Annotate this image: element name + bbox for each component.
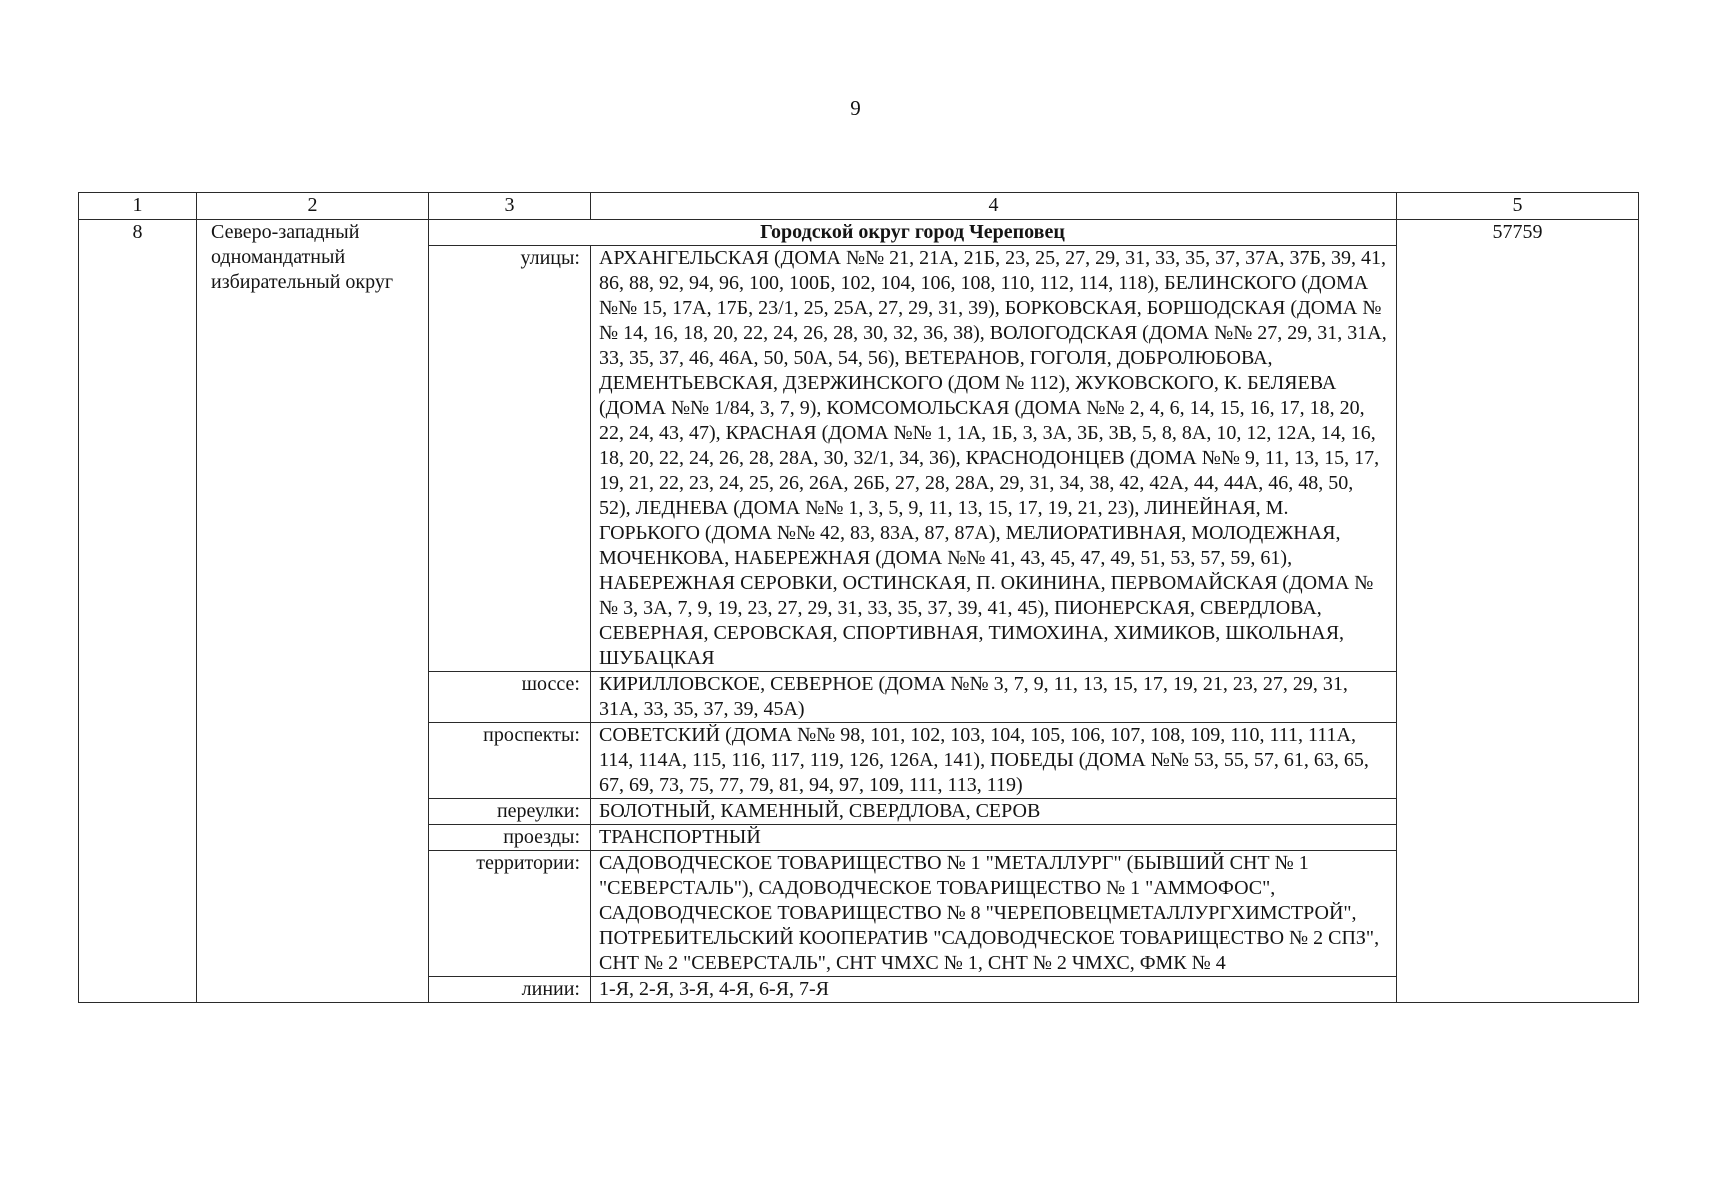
column-number-4: 4 bbox=[591, 193, 1397, 220]
section-label-lanes: переулки: bbox=[429, 799, 591, 825]
empty-cell bbox=[79, 977, 197, 1003]
page-number: 9 bbox=[850, 96, 861, 120]
section-label-avenues: проспекты: bbox=[429, 723, 591, 799]
municipality-heading: Городской округ город Череповец bbox=[429, 220, 1397, 246]
district-name: Северо-западный одномандатный избирательный округ bbox=[197, 220, 429, 977]
section-label-streets: улицы: bbox=[429, 246, 591, 672]
section-label-passages: проезды: bbox=[429, 825, 591, 851]
section-list-lanes: БОЛОТНЫЙ, КАМЕННЫЙ, СВЕРДЛОВА, СЕРОВ bbox=[591, 799, 1397, 825]
section-label-highways: шоссе: bbox=[429, 672, 591, 723]
district-number: 8 bbox=[79, 220, 197, 977]
column-number-1: 1 bbox=[79, 193, 197, 220]
section-list-highways: КИРИЛЛОВСКОЕ, СЕВЕРНОЕ (ДОМА №№ 3, 7, 9, 11, 13, 15, 17, 19, 21, 23, 27, 29, 31, 31А, 33, 35, 37, 39, 45А) bbox=[591, 672, 1397, 723]
section-list-avenues: СОВЕТСКИЙ (ДОМА №№ 98, 101, 102, 103, 104, 105, 106, 107, 108, 109, 110, 111, 111А, 114, 114А, 115, 116, 117, 119, 126, 126А, 141), ПОБЕДЫ (ДОМА №№ 53, 55, 57, 61, 63, 65, 67, 69, 73, 75, 77, 79, 81, 94, 97, 109, 111, 113, 119) bbox=[591, 723, 1397, 799]
section-list-lines: 1-Я, 2-Я, 3-Я, 4-Я, 6-Я, 7-Я bbox=[591, 977, 1397, 1003]
voter-count: 57759 bbox=[1397, 220, 1639, 1003]
column-number-5: 5 bbox=[1397, 193, 1639, 220]
section-list-territories: САДОВОДЧЕСКОЕ ТОВАРИЩЕСТВО № 1 "МЕТАЛЛУРГ" (БЫВШИЙ СНТ № 1 "СЕВЕРСТАЛЬ"), САДОВОДЧЕСКОЕ ТОВАРИЩЕСТВО № 1 "АММОФОС", САДОВОДЧЕСКОЕ ТОВАРИЩЕСТВО № 8 "ЧЕРЕПОВЕЦМЕТАЛЛУРГХИМСТРОЙ", ПОТРЕБИТЕЛЬСКИЙ КООПЕРАТИВ "САДОВОДЧЕСКОЕ ТОВАРИЩЕСТВО № 2 СПЗ", СНТ № 2 "СЕВЕРСТАЛЬ", СНТ ЧМХС № 1, СНТ № 2 ЧМХС, ФМК № 4 bbox=[591, 851, 1397, 977]
district-table bbox=[78, 192, 1639, 1003]
section-label-territories: территории: bbox=[429, 851, 591, 977]
column-number-2: 2 bbox=[197, 193, 429, 220]
section-list-passages: ТРАНСПОРТНЫЙ bbox=[591, 825, 1397, 851]
section-list-streets: АРХАНГЕЛЬСКАЯ (ДОМА №№ 21, 21А, 21Б, 23, 25, 27, 29, 31, 33, 35, 37, 37А, 37Б, 39, 41, 86, 88, 92, 94, 96, 100, 100Б, 102, 104, 106, 108, 110, 112, 114, 118), БЕЛИНСКОГО (ДОМА №№ 15, 17А, 17Б, 23/1, 25, 25А, 27, 29, 31, 39), БОРКОВСКАЯ, БОРШОДСКАЯ (ДОМА №№ 14, 16, 18, 20, 22, 24, 26, 28, 30, 32, 36, 38), ВОЛОГОДСКАЯ (ДОМА №№ 27, 29, 31, 31А, 33, 35, 37, 46, 46А, 50, 50А, 54, 56), ВЕТЕРАНОВ, ГОГОЛЯ, ДОБРОЛЮБОВА, ДЕМЕНТЬЕВСКАЯ, ДЗЕРЖИНСКОГО (ДОМ № 112), ЖУКОВСКОГО, К. БЕЛЯЕВА (ДОМА №№ 1/84, 3, 7, 9), КОМСОМОЛЬСКАЯ (ДОМА №№ 2, 4, 6, 14, 15, 16, 17, 18, 20, 22, 24, 43, 47), КРАСНАЯ (ДОМА №№ 1, 1А, 1Б, 3, 3А, 3Б, 3В, 5, 8, 8А, 10, 12, 12А, 14, 16, 18, 20, 22, 24, 26, 28, 28А, 30, 32/1, 34, 36), КРАСНОДОНЦЕВ (ДОМА №№ 9, 11, 13, 15, 17, 19, 21, 22, 23, 24, 25, 26, 26А, 26Б, 27, 28, 28А, 29, 31, 34, 38, 42, 42А, 44, 44А, 46, 48, 50, 52), ЛЕДНЕВА (ДОМА №№ 1, 3, 5, 9, 11, 13, 15, 17, 19, 21, 23), ЛИНЕЙНАЯ, М. ГОРЬКОГО (ДОМА №№ 42, 83, 83А, 87, 87А), МЕЛИОРАТИВНАЯ, МОЛОДЕЖНАЯ, МОЧЕНКОВА, НАБЕРЕЖНАЯ (ДОМА №№ 41, 43, 45, 47, 49, 51, 53, 57, 59, 61), НАБЕРЕЖНАЯ СЕРОВКИ, ОСТИНСКАЯ, П. ОКИНИНА, ПЕРВОМАЙСКАЯ (ДОМА №№ 3, 3А, 7, 9, 19, 23, 27, 29, 31, 33, 35, 37, 39, 41, 45), ПИОНЕРСКАЯ, СВЕРДЛОВА, СЕВЕРНАЯ, СЕРОВСКАЯ, СПОРТИВНАЯ, ТИМОХИНА, ХИМИКОВ, ШКОЛЬНАЯ, ШУБАЦКАЯ bbox=[591, 246, 1397, 672]
section-label-lines: линии: bbox=[429, 977, 591, 1003]
column-number-3: 3 bbox=[429, 193, 591, 220]
empty-cell bbox=[197, 977, 429, 1003]
column-numbers-row bbox=[79, 193, 1639, 220]
municipality-row bbox=[79, 220, 1639, 246]
